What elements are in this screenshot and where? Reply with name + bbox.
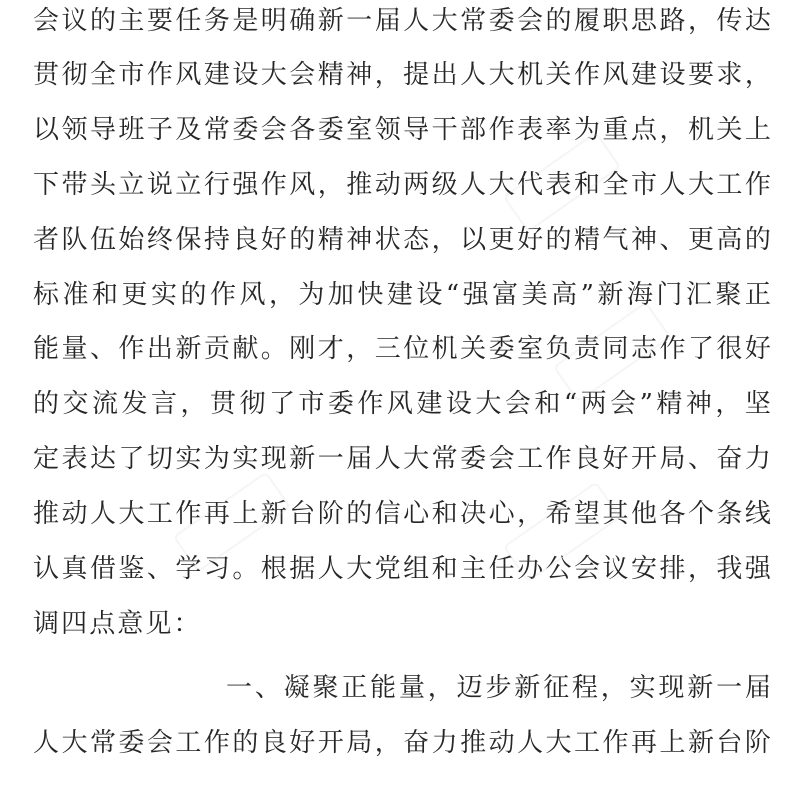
paragraph-line: 推动人大工作再上新台阶的信心和决心，希望其他各个条线 xyxy=(33,499,773,529)
section-heading-line: 人大常委会工作的良好开局，奋力推动人大工作再上新台阶 xyxy=(33,728,773,758)
paragraph-line: 会议的主要任务是明确新一届人大常委会的履职思路，传达 xyxy=(33,6,773,36)
paragraph-line: 以领导班子及常委会各委室领导干部作表率为重点，机关上 xyxy=(33,115,773,145)
section-heading-line: 一、凝聚正能量，迈步新征程，实现新一届 xyxy=(226,673,773,703)
paragraph-line: 能量、作出新贡献。刚才，三位机关委室负责同志作了很好 xyxy=(33,334,773,364)
paragraph-line: 定表达了切实为实现新一届人大常委会工作良好开局、奋力 xyxy=(33,444,773,474)
paragraph-line: 认真借鉴、学习。根据人大党组和主任办公会议安排，我强 xyxy=(33,554,773,584)
paragraph-line: 调四点意见： xyxy=(33,609,202,639)
paragraph-line: 者队伍始终保持良好的精神状态，以更好的精气神、更高的 xyxy=(33,225,773,255)
paragraph-line: 的交流发言，贯彻了市委作风建设大会和“两会”精神，坚 xyxy=(33,389,773,419)
paragraph-line: 贯彻全市作风建设大会精神，提出人大机关作风建设要求， xyxy=(33,60,773,90)
paragraph-line: 标准和更实的作风，为加快建设“强富美高”新海门汇聚正 xyxy=(33,280,773,310)
paragraph-line: 下带头立说立行强作风，推动两级人大代表和全市人大工作 xyxy=(33,170,773,200)
